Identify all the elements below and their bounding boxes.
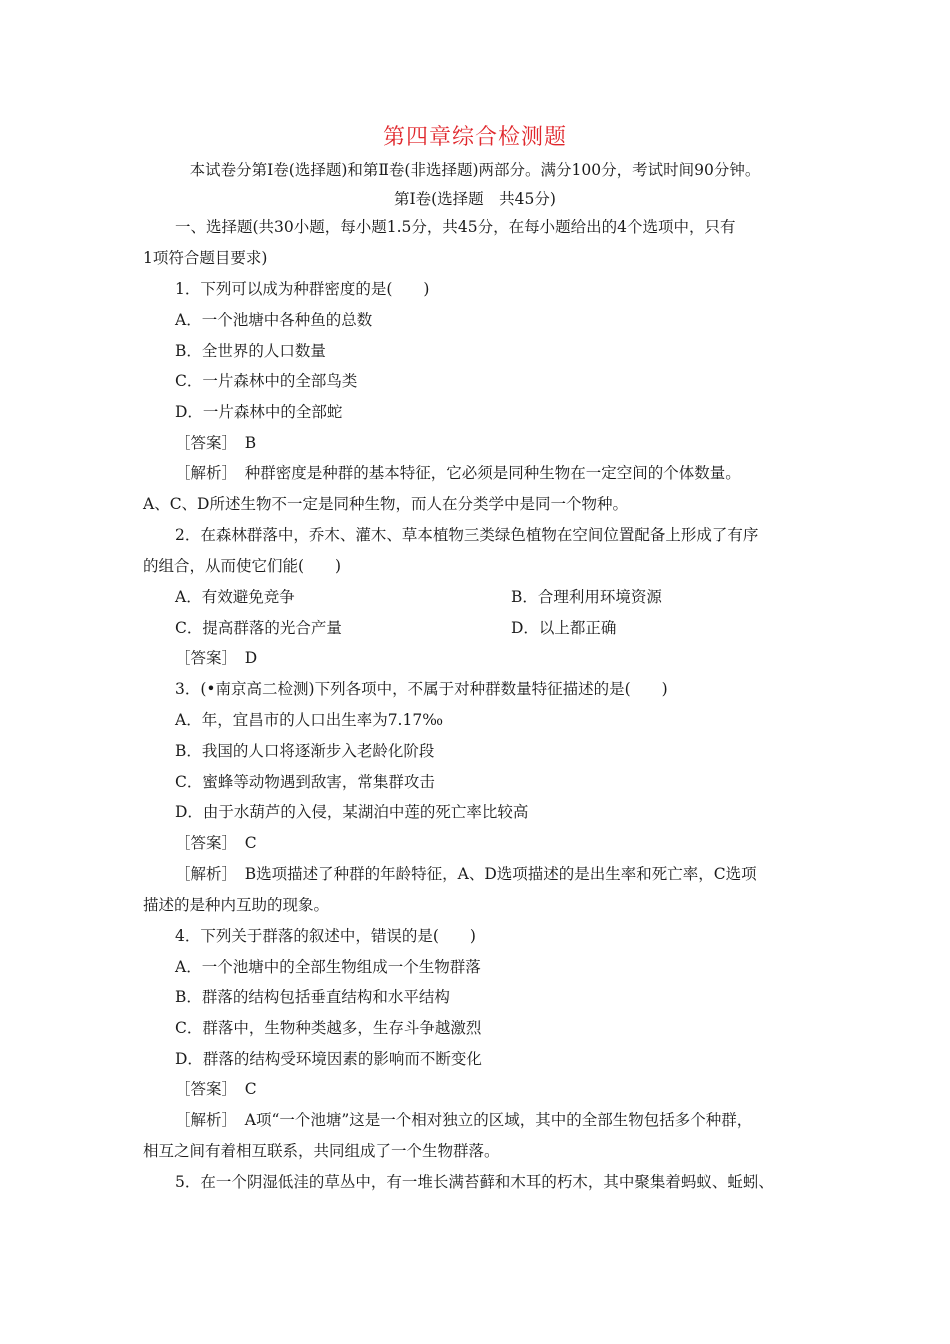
q4-option-d: D．群落的结构受环境因素的影响而不断变化 [175,1050,482,1068]
q3-option-c: C．蜜蜂等动物遇到敌害，常集群攻击 [175,773,435,791]
part1-header: 第Ⅰ卷(选择题 共45分) [394,190,556,208]
q3-answer: ［答案］ C [175,834,257,852]
q2-stem-line-2: 的组合，从而使它们能( ) [143,557,342,575]
q4-answer: ［答案］ C [175,1080,257,1098]
q1-stem: 1．下列可以成为种群密度的是( ) [175,280,430,298]
q2-option-d: D．以上都正确 [511,619,617,637]
q1-option-d: D．一片森林中的全部蛇 [175,403,343,421]
q2-option-a: A．有效避免竞争 [175,588,295,606]
section-intro-line-2: 1项符合题目要求) [143,249,268,267]
q5-stem: 5．在一个阴湿低洼的草丛中，有一堆长满苔藓和木耳的朽木，其中聚集着蚂蚁、蚯蚓、 [175,1173,774,1191]
q1-option-c: C．一片森林中的全部鸟类 [175,372,358,390]
exam-intro: 本试卷分第Ⅰ卷(选择题)和第Ⅱ卷(非选择题)两部分。满分100分，考试时间90分钟。 [189,161,761,179]
section-intro-line-1: 一、选择题(共30小题，每小题1.5分，共45分，在每小题给出的4个选项中，只有 [175,218,736,236]
q3-option-a: A．年，宜昌市的人口出生率为7.17‰ [175,711,444,729]
q4-option-c: C．群落中，生物种类越多，生存斗争越激烈 [175,1019,482,1037]
q4-option-a: A．一个池塘中的全部生物组成一个生物群落 [175,958,481,976]
q3-stem: 3．(•南京高二检测)下列各项中，不属于对种群数量特征描述的是( ) [175,680,668,698]
q1-analysis-line-2: A、C、D所述生物不一定是同种生物，而人在分类学中是同一个物种。 [143,495,628,513]
q1-analysis-line-1: ［解析］ 种群密度是种群的基本特征，它必须是同种生物在一定空间的个体数量。 [175,464,741,482]
q2-option-b: B．合理利用环境资源 [511,588,662,606]
q1-answer: ［答案］ B [175,434,257,452]
q3-option-b: B．我国的人口将逐渐步入老龄化阶段 [175,742,435,760]
q4-analysis-line-1: ［解析］ A项“一个池塘”这是一个相对独立的区域，其中的全部生物包括多个种群， [175,1111,753,1129]
q3-option-d: D．由于水葫芦的入侵，某湖泊中莲的死亡率比较高 [175,803,529,821]
q4-option-b: B．群落的结构包括垂直结构和水平结构 [175,988,450,1006]
q3-analysis-line-2: 描述的是种内互助的现象。 [143,896,330,914]
q2-stem-line-1: 2．在森林群落中，乔木、灌木、草本植物三类绿色植物在空间位置配备上形成了有序 [175,526,759,544]
q4-analysis-line-2: 相互之间有着相互联系，共同组成了一个生物群落。 [143,1142,500,1160]
q2-answer: ［答案］ D [175,649,258,667]
q4-stem: 4．下列关于群落的叙述中，错误的是( ) [175,927,476,945]
document-title: 第四章综合检测题 [382,125,567,150]
q1-option-a: A．一个池塘中各种鱼的总数 [175,311,373,329]
q3-analysis-line-1: ［解析］ B选项描述了种群的年龄特征，A、D选项描述的是出生率和死亡率，C选项 [175,865,757,883]
q2-option-c: C．提高群落的光合产量 [175,619,342,637]
q1-option-b: B．全世界的人口数量 [175,342,326,360]
